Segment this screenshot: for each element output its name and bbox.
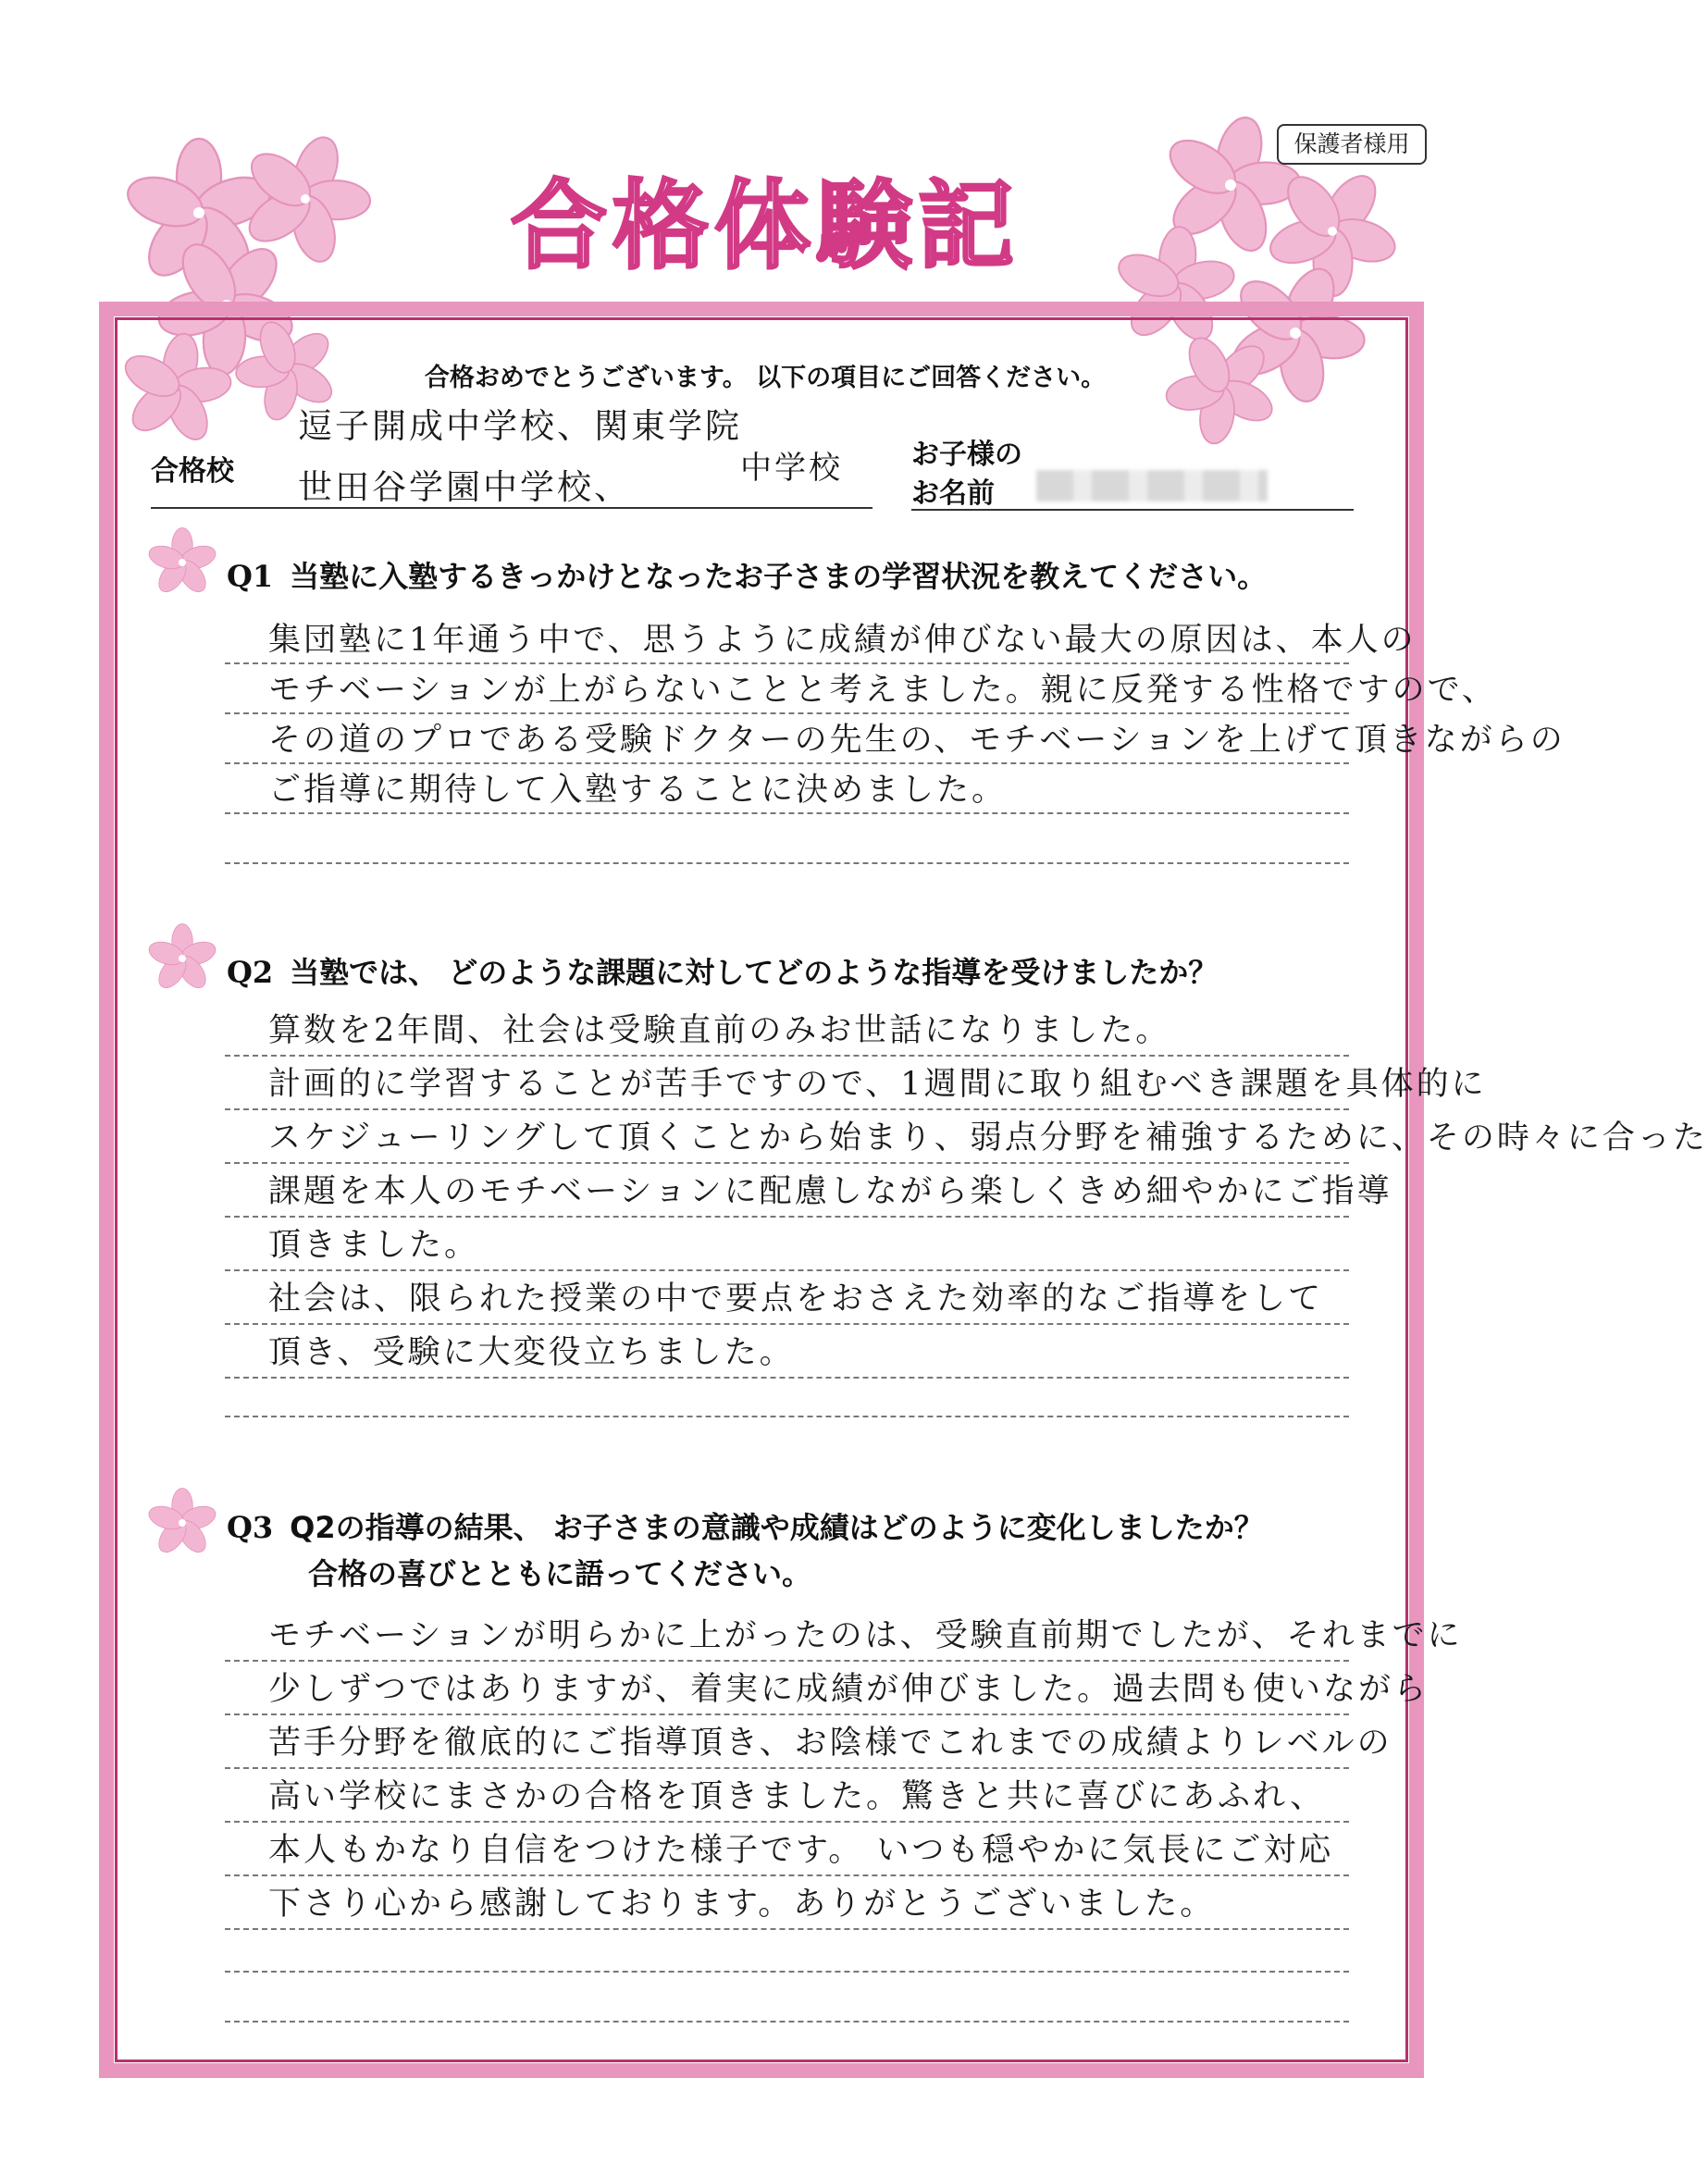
answer-rule	[225, 1377, 1349, 1379]
q1-answer-line: モチベーションが上がらないことと考えました。親に反発する性格ですので、	[268, 672, 1497, 709]
q2-text: 当塾では、 どのような課題に対してどのような指導を受けましたか？	[290, 955, 1219, 990]
answer-rule	[225, 862, 1349, 864]
answer-rule	[225, 762, 1349, 764]
q1-answer-line: ご指導に期待して入塾することに決めました。	[268, 772, 1008, 809]
school-line-1: 逗子開成中学校、関東学院	[298, 406, 742, 446]
answer-rule	[225, 1713, 1349, 1715]
q2-answer-line: 社会は、限られた授業の中で要点をおさえた効率的なご指導をして	[268, 1280, 1324, 1318]
q1-answer-line: その道のプロである受験ドクターの先生の、モチベーションを上げて頂きながらの	[268, 722, 1566, 759]
q2-heading	[227, 949, 1218, 992]
q1-number: Q1	[227, 559, 274, 594]
answer-rule	[225, 1323, 1349, 1325]
q3-answer-line: モチベーションが明らかに上がったのは、受験直前期でしたが、それまでに	[268, 1617, 1463, 1654]
page-title: 合格体験記	[510, 169, 1020, 282]
child-label-1: お子様の	[911, 439, 1022, 471]
school-line-2: 世田谷学園中学校、	[298, 467, 631, 507]
q3-number: Q3	[227, 1510, 274, 1545]
q2-answer-line: 計画的に学習することが苦手ですので、1週間に取り組むべき課題を具体的に	[268, 1066, 1487, 1103]
answer-rule	[225, 1269, 1349, 1271]
answer-rule	[225, 1055, 1349, 1057]
guardian-badge: 保護者様用	[1277, 124, 1427, 165]
answer-rule	[225, 1874, 1349, 1876]
q2-number: Q2	[227, 955, 274, 990]
school-line-2b: 中学校	[740, 450, 843, 487]
answer-rule	[225, 712, 1349, 714]
child-label-2: お名前	[911, 477, 995, 510]
name-underline	[911, 509, 1354, 511]
q2-answer-line: 課題を本人のモチベーションに配慮しながら楽しくきめ細やかにご指導	[268, 1173, 1392, 1210]
q2-answer-line: 頂きました。	[268, 1227, 480, 1264]
answer-rule	[225, 812, 1349, 814]
redacted-name	[1036, 470, 1268, 501]
q2-answer-line: スケジューリングして頂くことから始まり、弱点分野を補強するために、その時々に合った	[268, 1120, 1708, 1157]
answer-rule	[225, 662, 1349, 664]
answer-rule	[225, 1971, 1349, 1973]
answer-rule	[225, 1821, 1349, 1823]
answer-rule	[225, 1928, 1349, 1930]
q2-answer-line: 頂き、受験に大変役立ちました。	[268, 1334, 795, 1371]
answer-rule	[225, 1660, 1349, 1662]
q3-text-2: 合格の喜びとともに語ってください。	[308, 1556, 812, 1591]
intro-text: 合格おめでとうございます。 以下の項目にご回答ください。	[424, 364, 1107, 392]
school-underline	[151, 507, 873, 509]
q3-answer-line: 本人もかなり自信をつけた様子です。 いつも穏やかに気長にご対応	[268, 1832, 1334, 1869]
q3-answer-line: 高い学校にまさかの合格を頂きました。驚きと共に喜びにあふれ、	[268, 1778, 1326, 1815]
answer-rule	[225, 1767, 1349, 1769]
school-label: 合格校	[151, 455, 234, 488]
q1-heading	[227, 553, 1267, 596]
answer-rule	[225, 1216, 1349, 1218]
answer-rule	[225, 1108, 1349, 1110]
q3-heading	[227, 1504, 1264, 1547]
q3-answer-line: 少しずつではありますが、着実に成績が伸びました。過去問も使いながら	[268, 1671, 1430, 1708]
q3-answer-line: 下さり心から感謝しております。ありがとうございました。	[268, 1886, 1216, 1923]
answer-rule	[225, 1416, 1349, 1417]
q1-text: 当塾に入塾するきっかけとなったお子さまの学習状況を教えてください。	[290, 559, 1268, 594]
q1-answer-line: 集団塾に1年通う中で、思うように成績が伸びない最大の原因は、本人の	[268, 622, 1417, 659]
q3-text: Q2の指導の結果、 お子さまの意識や成績はどのように変化しましたか？	[290, 1510, 1264, 1545]
answer-rule	[225, 1162, 1349, 1164]
q2-answer-line: 算数を2年間、社会は受験直前のみお世話になりました。	[268, 1012, 1171, 1049]
q3-answer-line: 苦手分野を徹底的にご指導頂き、お陰様でこれまでの成績よりレベルの	[268, 1725, 1392, 1762]
answer-rule	[225, 2021, 1349, 2023]
